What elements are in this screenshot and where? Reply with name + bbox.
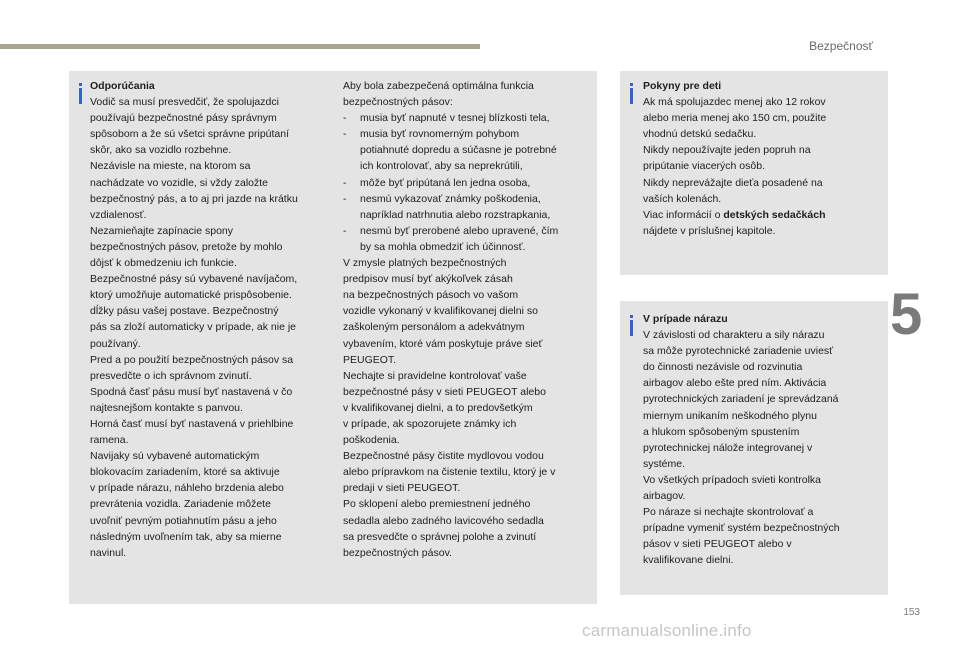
text-line: miernym unikaním neškodného plynu xyxy=(643,409,817,422)
text-line: navinul. xyxy=(90,546,127,559)
text-line: a hlukom spôsobeným spustením xyxy=(643,425,800,438)
text-line: alebo prípravkom na čistenie textilu, ktorý je v xyxy=(343,466,556,479)
text-line: vaších kolenách. xyxy=(643,192,722,205)
list-item xyxy=(343,126,595,142)
text-line: napríklad natrhnutia alebo rozstrapkania, xyxy=(360,208,551,221)
text-line: vozidle vykonaný v kvalifikovanej dielni so xyxy=(343,305,538,318)
text-line: airbagov. xyxy=(643,490,686,503)
text-line: sa môže pyrotechnické zariadenie uviesť xyxy=(643,345,834,358)
text-line: v prípade nárazu, náhleho brzdenia alebo xyxy=(90,482,284,495)
text-line: spôsobom a že sú všetci správne pripútaní xyxy=(90,128,290,141)
text-line: nesmú vykazovať známky poškodenia, xyxy=(360,192,541,205)
text-line: na bezpečnostných pásoch vo vašom xyxy=(343,289,519,302)
text-line: Aby bola zabezpečená optimálna funkcia xyxy=(343,80,534,92)
chapter-number: 5 xyxy=(890,282,923,347)
text-line: bezpečnostné pásy v sieti PEUGEOT alebo xyxy=(343,385,546,398)
text-line: skôr, ako sa vozidlo rozbehne. xyxy=(90,144,232,157)
text-line: V závislosti od charakteru a sily nárazu xyxy=(643,329,825,342)
text-line: alebo meria menej ako 150 cm, použite xyxy=(643,112,827,125)
child-seat-reference xyxy=(643,207,875,223)
text-line: vzdialenosť. xyxy=(90,208,147,221)
collision-text xyxy=(643,311,875,569)
list-item xyxy=(343,175,595,191)
text-line: Vo všetkých prípadoch svieti kontrolka xyxy=(643,473,822,486)
text-line: Po náraze si nechajte skontrolovať a xyxy=(643,506,814,519)
text-line: Nezamieňajte zapínacie spony xyxy=(90,224,234,237)
list-dash: - xyxy=(343,112,347,125)
text-line: prevrátenia vozidla. Zariadenie môžete xyxy=(90,498,271,511)
text-line: Ak má spolujazdec menej ako 12 rokov xyxy=(643,96,826,109)
text-line: blokovacím zariadením, ktoré sa aktivuje xyxy=(90,466,280,479)
page-number: 153 xyxy=(903,607,920,618)
text-line: presvedčte o ich správnom zvinutí. xyxy=(90,369,252,382)
text-line: najtesnejšom kontakte s panvou. xyxy=(90,401,243,414)
info-icon xyxy=(630,88,633,104)
text-line: uvoľniť pevným potiahnutím pásu a jeho xyxy=(90,514,277,527)
section-title: Bezpečnosť xyxy=(809,39,873,53)
text-line: Navijaky sú vybavené automatickým xyxy=(90,450,260,463)
seatbelt-care-text xyxy=(343,78,595,561)
reference-prefix: Viac informácií o xyxy=(643,208,724,221)
text-line: poškodenia. xyxy=(343,434,400,447)
text-line: sa presvedčte o správnej polohe a zvinutí xyxy=(343,530,537,543)
list-item xyxy=(343,191,595,207)
text-line: Bezpečnostné pásy sú vybavené navíjačom, xyxy=(90,273,298,286)
text-line: predpisov musí byť akýkoľvek zásah xyxy=(343,273,513,286)
children-title: Pokyny pre deti xyxy=(643,80,722,92)
text-line: systéme. xyxy=(643,457,686,470)
text-line: Po sklopení alebo premiestnení jedného xyxy=(343,498,531,511)
text-line: Nechajte si pravidelne kontrolovať vaše xyxy=(343,369,527,382)
text-line: by sa mohla obmedziť ich účinnosť. xyxy=(360,240,526,253)
text-line: musia byť rovnomerným pohybom xyxy=(360,128,520,141)
text-line: pásov v sieti PEUGEOT alebo v xyxy=(643,538,792,551)
recommendations-title: Odporúčania xyxy=(90,80,155,92)
text-line: bezpečnostný pás, a to aj pri jazde na krátku xyxy=(90,192,298,205)
text-line: používaný. xyxy=(90,337,141,350)
text-line: vhodnú detskú sedačku. xyxy=(643,128,757,141)
text-line: môže byť pripútaná len jedna osoba, xyxy=(360,176,531,189)
text-line: v kvalifikovanej dielni, a to predovšetkým xyxy=(343,401,533,414)
text-line: Nikdy nepoužívajte jeden popruh na xyxy=(643,144,811,157)
info-icon xyxy=(79,88,82,104)
text-line: ich kontrolovať, aby sa neprekrútili, xyxy=(360,160,523,173)
text-line: v prípade, ak spozorujete známky ich xyxy=(343,417,517,430)
text-line: zaškoleným personálom a adekvátnym xyxy=(343,321,525,334)
text-line: prípadne vymeniť systém bezpečnostných xyxy=(643,522,840,535)
text-line: Nezávisle na mieste, na ktorom sa xyxy=(90,160,251,173)
text-line: musia byť napnuté v tesnej blízkosti tela, xyxy=(360,112,550,125)
list-item xyxy=(343,110,595,126)
text-line: sedadla alebo zadného lavicového sedadla xyxy=(343,514,544,527)
list-dash: - xyxy=(343,128,347,141)
text-line: PEUGEOT. xyxy=(343,353,397,366)
list-item xyxy=(343,223,595,239)
text-line: bezpečnostných pásov. xyxy=(343,546,452,559)
text-line: ktorý umožňuje automatické prispôsobenie. xyxy=(90,289,292,302)
text-line: airbagov alebo ešte pred ním. Aktivácia xyxy=(643,377,827,390)
text-line: Nikdy neprevážajte dieťa posadené na xyxy=(643,176,823,189)
text-line: Horná časť musí byť nastavená v priehlbine xyxy=(90,417,294,430)
text-line: pyrotechnickej nálože integrovanej v xyxy=(643,441,813,454)
text-line: Pred a po použití bezpečnostných pásov sa xyxy=(90,353,294,366)
text-line: pás sa zloží automaticky v prípade, ak nie je xyxy=(90,321,297,334)
list-dash: - xyxy=(343,224,347,237)
text-line: následným uvoľnením tak, aby sa mierne xyxy=(90,530,282,543)
text-line: nesmú byť prerobené alebo upravené, čím xyxy=(360,224,559,237)
text-line: predaji v sieti PEUGEOT. xyxy=(343,482,461,495)
text-line: Spodná časť pásu musí byť nastavená v čo xyxy=(90,385,293,398)
text-line: dĺžky pásu vašej postave. Bezpečnostný xyxy=(90,305,279,318)
child-seats-link-text: detských sedačkách xyxy=(723,208,826,221)
text-line: V zmysle platných bezpečnostných xyxy=(343,257,507,270)
list-dash: - xyxy=(343,176,347,189)
text-line: do činnosti nezávisle od rozvinutia xyxy=(643,361,803,374)
text-line: ramena. xyxy=(90,434,129,447)
text-line: bezpečnostných pásov: xyxy=(343,96,453,109)
text-line: Vodič sa musí presvedčiť, že spolujazdci xyxy=(90,96,279,109)
recommendations-text xyxy=(90,78,326,561)
list-dash: - xyxy=(343,192,347,205)
text-line: nachádzate vo vozidle, si vždy založte xyxy=(90,176,269,189)
text-line: používajú bezpečnostné pásy správnym xyxy=(90,112,277,125)
watermark: carmanualsonline.info xyxy=(582,621,752,640)
text-line: pripútanie viacerých osôb. xyxy=(643,160,765,173)
text-line: bezpečnostných pásov, pretože by mohlo xyxy=(90,240,283,253)
info-icon xyxy=(630,320,633,336)
text-line: kvalifikovane dielni. xyxy=(643,554,734,567)
text-line: Bezpečnostné pásy čistite mydlovou vodou xyxy=(343,450,544,463)
children-instructions-text xyxy=(643,78,875,239)
text-line: pyrotechnických zariadení je sprevádzaná xyxy=(643,393,839,406)
text-line: vybavením, ktoré vám poskytuje práve sieť xyxy=(343,337,543,350)
text-line: nájdete v príslušnej kapitole. xyxy=(643,224,776,237)
header-rule xyxy=(0,44,480,49)
text-line: potiahnuté dopredu a súčasne je potrebné xyxy=(360,144,557,157)
collision-title: V prípade nárazu xyxy=(643,313,728,325)
text-line: dôjsť k obmedzeniu ich funkcie. xyxy=(90,257,237,270)
